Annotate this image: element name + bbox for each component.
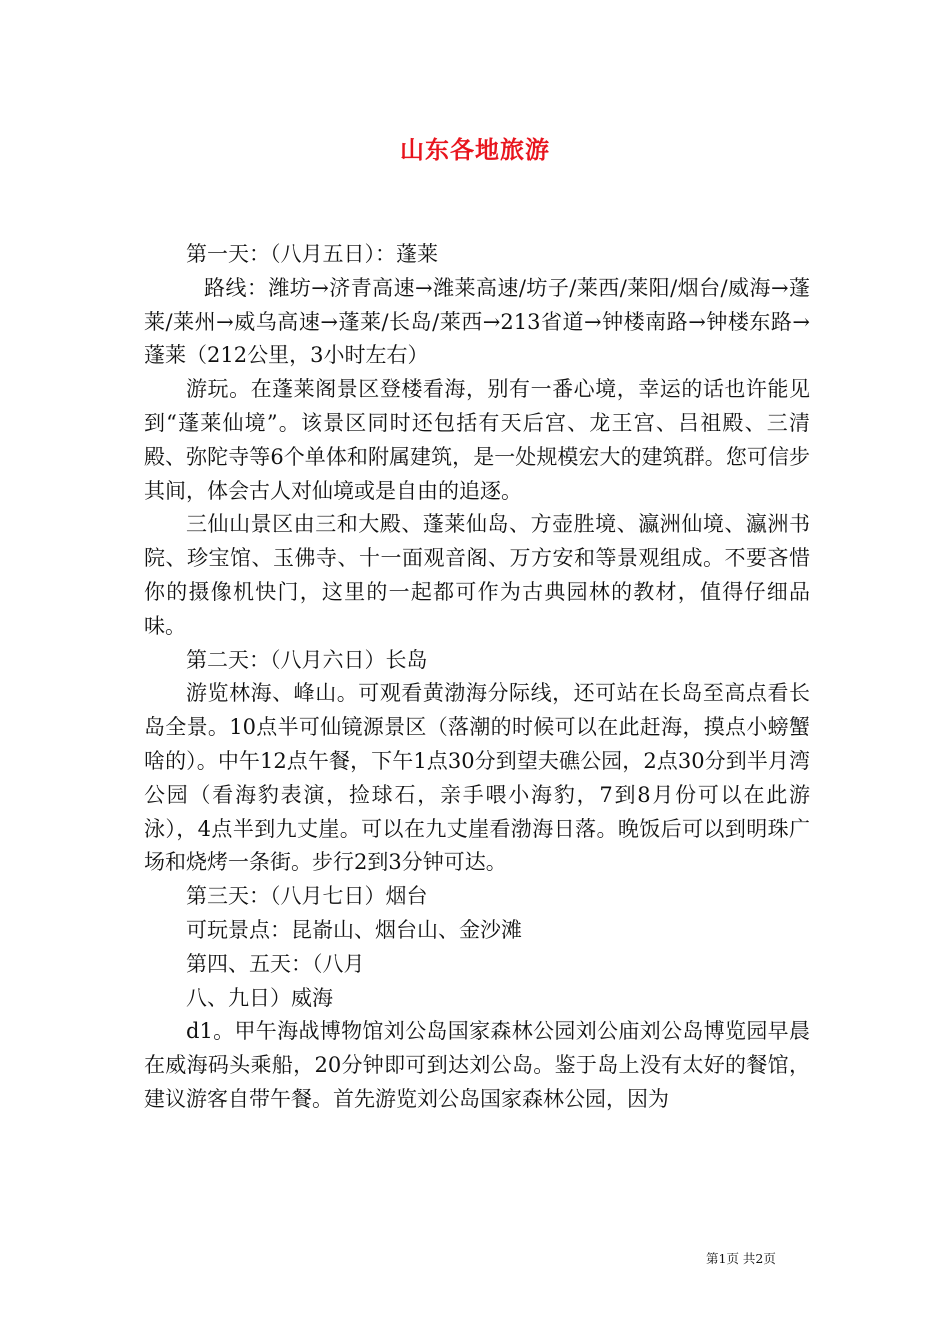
paragraph-changdao: 游览林海、峰山。可观看黄渤海分际线，还可站在长岛至高点看长岛全景。10点半可仙镜源景区（落潮的时候可以在此赶海，摸点小螃蟹啥的）。中午12点午餐，下午1点30分到望夫礁公园，2点30分到半月湾公园（看海豹表演，捡球石，亲手喂小海豹，7到8月份可以在此游泳），4点半到九丈崖。可以在九丈崖看渤海日落。晚饭后可以到明珠广场和烧烤一条街。步行2到3分钟可达。 xyxy=(144,681,810,875)
paragraph-day45-heading: 第四、五天：（八月 xyxy=(186,951,365,976)
document-title: 山东各地旅游 xyxy=(400,135,550,164)
paragraph-day3-heading: 第三天：（八月七日）烟台 xyxy=(186,884,428,909)
page-number-footer: 第1页 共2页 xyxy=(706,1251,776,1266)
paragraph-yantai-sights: 可玩景点：昆嵛山、烟台山、金沙滩 xyxy=(186,917,522,942)
paragraph-sanxian-mountain: 三仙山景区由三和大殿、蓬莱仙岛、方壶胜境、瀛洲仙境、瀛洲书院、珍宝馆、玉佛寺、十一面观音阁、万方安和等景观组成。不要吝惜你的摄像机快门，这里的一起都可作为古典园林的教材，值得仔细品味。 xyxy=(144,512,810,638)
paragraph-day1-heading: 第一天：（八月五日）：蓬莱 xyxy=(186,242,438,266)
paragraph-penglai-pavilion: 游玩。在蓬莱阁景区登楼看海，别有一番心境，幸运的话也许能见到“蓬莱仙境”。该景区同时还包括有天后宫、龙王宫、吕祖殿、三清殿、弥陀寺等6个单体和附属建筑，是一处规模宏大的建筑群。您可信步其间，体会古人对仙境或是自由的追逐。 xyxy=(144,377,810,503)
paragraph-liugong-island: d1。甲午海战博物馆刘公岛国家森林公园刘公庙刘公岛博览园早晨在威海码头乘船，20分钟即可到达刘公岛。鉴于岛上没有太好的餐馆，建议游客自带午餐。首先游览刘公岛国家森林公园，因为 xyxy=(144,1019,810,1111)
paragraph-route: 路线：潍坊→济青高速→潍莱高速/坊子/莱西/莱阳/烟台/威海→蓬莱/莱州→威乌高速→蓬莱/长岛/莱西→213省道→钟楼南路→钟楼东路→蓬莱（212公里，3小时左右） xyxy=(144,275,810,368)
paragraph-day2-heading: 第二天：（八月六日）长岛 xyxy=(186,647,428,672)
document-body xyxy=(144,238,810,1117)
paragraph-weihai-heading: 八、九日）威海 xyxy=(186,985,333,1010)
